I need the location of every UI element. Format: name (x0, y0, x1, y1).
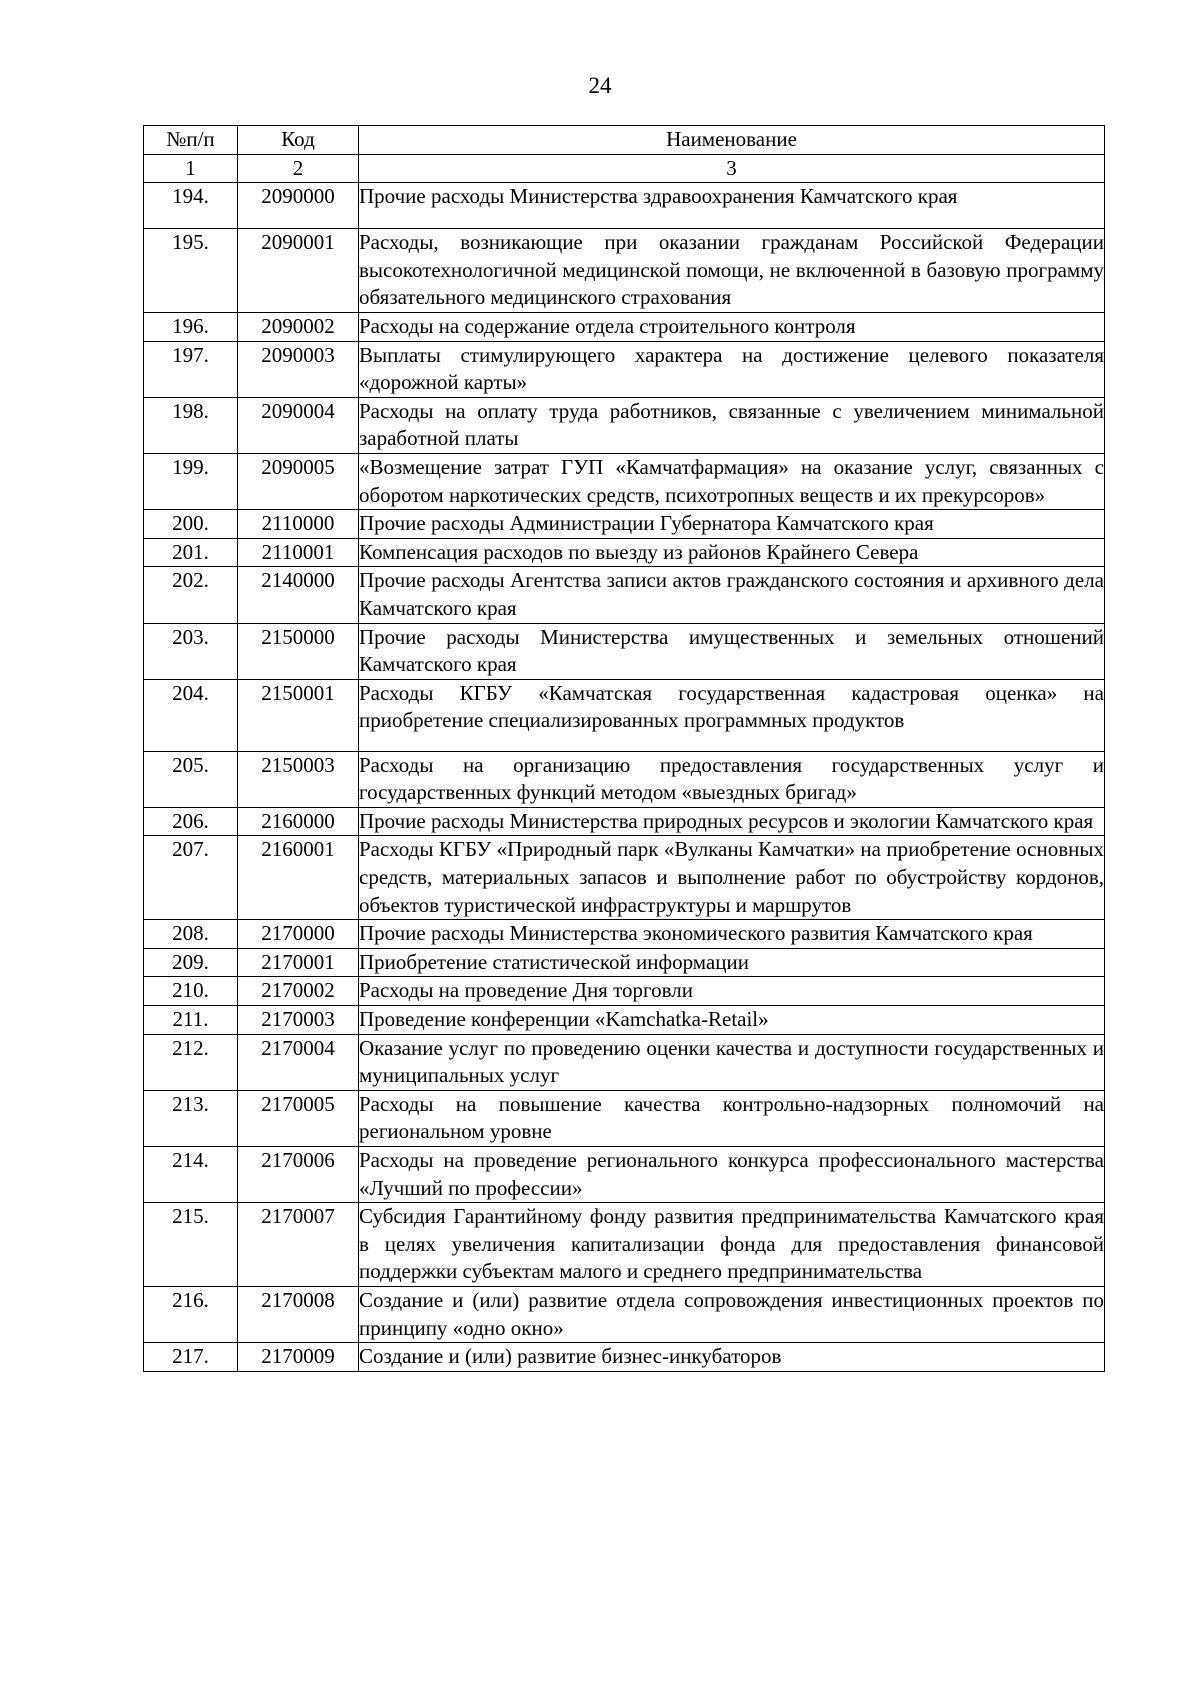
row-name: Прочие расходы Администрации Губернатора Камчатского края (359, 510, 1105, 539)
table-row (144, 1034, 1105, 1090)
table-row (144, 623, 1105, 679)
row-code: 2090000 (238, 183, 359, 229)
row-name: Расходы на организацию предоставления государственных услуг и государственных функций методом «выездных бригад» (359, 751, 1105, 807)
row-name: Выплаты стимулирующего характера на достижение целевого показателя «дорожной карты» (359, 341, 1105, 397)
table-row (144, 1203, 1105, 1287)
table-row (144, 567, 1105, 623)
row-code: 2160001 (238, 836, 359, 920)
table-row (144, 836, 1105, 920)
row-number: 205. (144, 751, 238, 807)
table-row (144, 1090, 1105, 1146)
row-number: 201. (144, 538, 238, 567)
table-column-number-row (144, 154, 1105, 183)
row-name: Расходы, возникающие при оказании гражданам Российской Федерации высокотехнологичной медицинской помощи, не включенной в базовую программу обязательного медицинского страхования (359, 229, 1105, 313)
row-number: 202. (144, 567, 238, 623)
row-code: 2150003 (238, 751, 359, 807)
table-row (144, 1286, 1105, 1342)
row-number: 208. (144, 920, 238, 949)
table-row (144, 948, 1105, 977)
row-name: Прочие расходы Министерства экономического развития Камчатского края (359, 920, 1105, 949)
table-row (144, 1006, 1105, 1035)
table-row (144, 920, 1105, 949)
row-number: 216. (144, 1286, 238, 1342)
column-number-1: 1 (144, 154, 238, 183)
row-code: 2170009 (238, 1343, 359, 1372)
table-row (144, 312, 1105, 341)
row-name: Расходы на проведение регионального конкурса профессионального мастерства «Лучший по профессии» (359, 1147, 1105, 1203)
header-number: №п/п (144, 126, 238, 155)
row-number: 214. (144, 1147, 238, 1203)
row-number: 197. (144, 341, 238, 397)
row-name: Расходы КГБУ «Камчатская государственная кадастровая оценка» на приобретение специализированных программных продуктов (359, 679, 1105, 751)
table-row (144, 751, 1105, 807)
row-number: 210. (144, 977, 238, 1006)
row-number: 217. (144, 1343, 238, 1372)
row-name: Расходы на содержание отдела строительного контроля (359, 312, 1105, 341)
row-code: 2140000 (238, 567, 359, 623)
row-code: 2160000 (238, 807, 359, 836)
row-name: Расходы на проведение Дня торговли (359, 977, 1105, 1006)
header-name: Наименование (359, 126, 1105, 155)
column-number-2: 2 (238, 154, 359, 183)
row-number: 199. (144, 453, 238, 509)
table-row (144, 510, 1105, 539)
page-number: 24 (588, 73, 612, 98)
row-code: 2150000 (238, 623, 359, 679)
row-code: 2170001 (238, 948, 359, 977)
row-code: 2170007 (238, 1203, 359, 1287)
table-row (144, 807, 1105, 836)
row-name: Субсидия Гарантийному фонду развития предпринимательства Камчатского края в целях увеличения капитализации фонда для предоставления финансовой поддержки субъектам малого и среднего предпринимательства (359, 1203, 1105, 1287)
row-name: Создание и (или) развитие отдела сопровождения инвестиционных проектов по принципу «одно окно» (359, 1286, 1105, 1342)
row-number: 200. (144, 510, 238, 539)
row-code: 2090005 (238, 453, 359, 509)
row-number: 196. (144, 312, 238, 341)
row-name: «Возмещение затрат ГУП «Камчатфармация» на оказание услуг, связанных с оборотом наркотических средств, психотропных веществ и их прекурсоров» (359, 453, 1105, 509)
row-name: Расходы на повышение качества контрольно-надзорных полномочий на региональном уровне (359, 1090, 1105, 1146)
row-name: Компенсация расходов по выезду из районов Крайнего Севера (359, 538, 1105, 567)
row-number: 207. (144, 836, 238, 920)
row-code: 2170006 (238, 1147, 359, 1203)
table-row (144, 397, 1105, 453)
row-name: Проведение конференции «Kamchatka-Retail» (359, 1006, 1105, 1035)
row-code: 2090004 (238, 397, 359, 453)
row-code: 2170008 (238, 1286, 359, 1342)
row-number: 198. (144, 397, 238, 453)
header-code: Код (238, 126, 359, 155)
row-code: 2150001 (238, 679, 359, 751)
row-number: 211. (144, 1006, 238, 1035)
row-number: 204. (144, 679, 238, 751)
row-name: Расходы КГБУ «Природный парк «Вулканы Камчатки» на приобретение основных средств, материальных запасов и выполнение работ по обустройству кордонов, объектов туристической инфраструктуры и маршрутов (359, 836, 1105, 920)
row-code: 2170005 (238, 1090, 359, 1146)
row-code: 2170000 (238, 920, 359, 949)
column-number-3: 3 (359, 154, 1105, 183)
table-row (144, 679, 1105, 751)
row-name: Создание и (или) развитие бизнес-инкубаторов (359, 1343, 1105, 1372)
row-number: 209. (144, 948, 238, 977)
row-code: 2110001 (238, 538, 359, 567)
row-code: 2170003 (238, 1006, 359, 1035)
row-name: Прочие расходы Агентства записи актов гражданского состояния и архивного дела Камчатского края (359, 567, 1105, 623)
table-row (144, 538, 1105, 567)
table-row (144, 1343, 1105, 1372)
budget-codes-table (143, 125, 1105, 1372)
table-row (144, 1147, 1105, 1203)
row-number: 206. (144, 807, 238, 836)
table-row (144, 453, 1105, 509)
row-code: 2090001 (238, 229, 359, 313)
row-code: 2170002 (238, 977, 359, 1006)
row-number: 194. (144, 183, 238, 229)
row-name: Расходы на оплату труда работников, связанные с увеличением минимальной заработной платы (359, 397, 1105, 453)
row-code: 2090002 (238, 312, 359, 341)
row-name: Приобретение статистической информации (359, 948, 1105, 977)
row-name: Прочие расходы Министерства имущественных и земельных отношений Камчатского края (359, 623, 1105, 679)
row-code: 2090003 (238, 341, 359, 397)
row-number: 215. (144, 1203, 238, 1287)
table-row (144, 977, 1105, 1006)
row-name: Прочие расходы Министерства здравоохранения Камчатского края (359, 183, 1105, 229)
row-number: 212. (144, 1034, 238, 1090)
row-number: 213. (144, 1090, 238, 1146)
row-number: 203. (144, 623, 238, 679)
row-number: 195. (144, 229, 238, 313)
table-row (144, 341, 1105, 397)
table-header-row (144, 126, 1105, 155)
row-code: 2170004 (238, 1034, 359, 1090)
table-row (144, 183, 1105, 229)
row-code: 2110000 (238, 510, 359, 539)
row-name: Прочие расходы Министерства природных ресурсов и экологии Камчатского края (359, 807, 1105, 836)
row-name: Оказание услуг по проведению оценки качества и доступности государственных и муниципальных услуг (359, 1034, 1105, 1090)
table-row (144, 229, 1105, 313)
